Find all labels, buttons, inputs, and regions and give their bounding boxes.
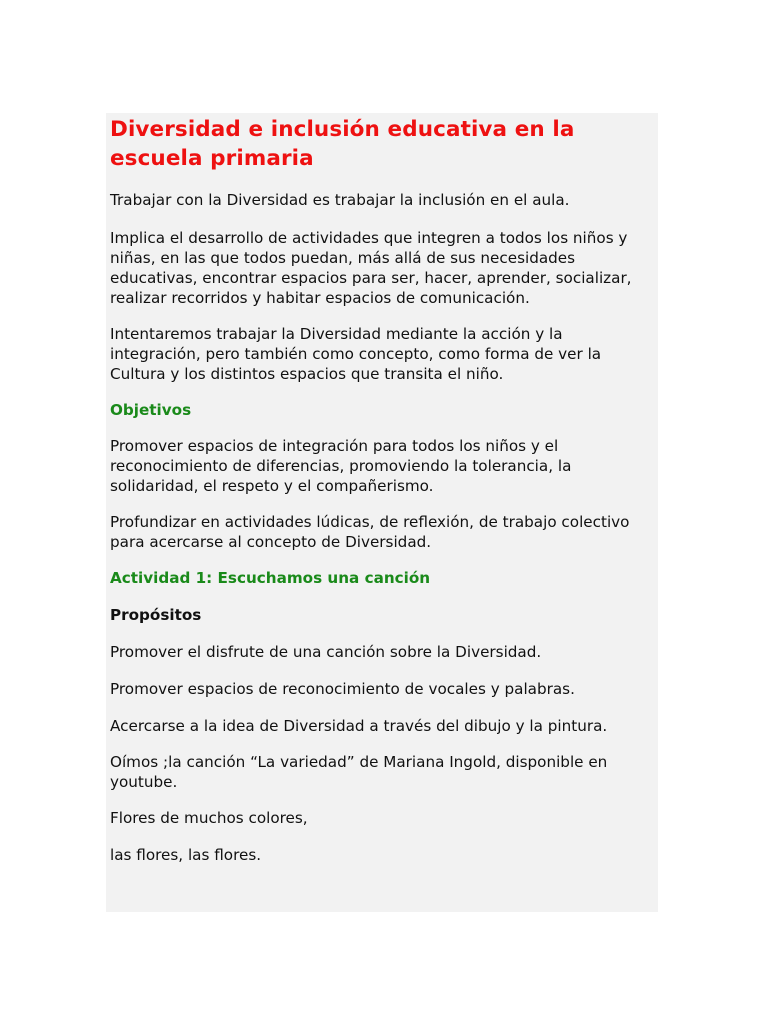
body-paragraph-1: Implica el desarrollo de actividades que integren a todos los niños y niñas, en las que todos puedan, más allá de sus necesidades educativas, encontrar espacios para ser, hacer, aprender, socializar, realizar recorridos y habitar espacios de comunicación. (110, 229, 632, 307)
document-page (106, 113, 658, 912)
song-intro-paragraph: Oímos ;la canción “La variedad” de Mariana Ingold, disponible en youtube. (110, 753, 608, 791)
body-paragraph-2: Intentaremos trabajar la Diversidad mediante la acción y la integración, pero también como concepto, como forma de ver la Cultura y los distintos espacios que transita el niño. (110, 325, 602, 383)
purpose-paragraph-3: Acercarse a la idea de Diversidad a través del dibujo y la pintura. (110, 717, 608, 735)
objective-paragraph-1: Promover espacios de integración para todos los niños y el reconocimiento de diferencias, promoviendo la tolerancia, la solidaridad, el respeto y el compañerismo. (110, 437, 572, 495)
document-title: Diversidad e inclusión educativa en la escuela primaria (110, 117, 575, 171)
purpose-paragraph-1: Promover el disfrute de una canción sobre la Diversidad. (110, 643, 542, 661)
lyric-line-1: Flores de muchos colores, (110, 809, 308, 827)
activity-heading: Actividad 1: Escuchamos una canción (110, 569, 431, 587)
objectives-heading: Objetivos (110, 401, 192, 419)
purpose-paragraph-2: Promover espacios de reconocimiento de vocales y palabras. (110, 680, 575, 698)
lyric-line-2: las flores, las flores. (110, 846, 262, 864)
objective-paragraph-2: Profundizar en actividades lúdicas, de reflexión, de trabajo colectivo para acercarse al concepto de Diversidad. (110, 513, 630, 551)
intro-paragraph: Trabajar con la Diversidad es trabajar la inclusión en el aula. (110, 191, 570, 209)
purposes-heading: Propósitos (110, 606, 202, 624)
